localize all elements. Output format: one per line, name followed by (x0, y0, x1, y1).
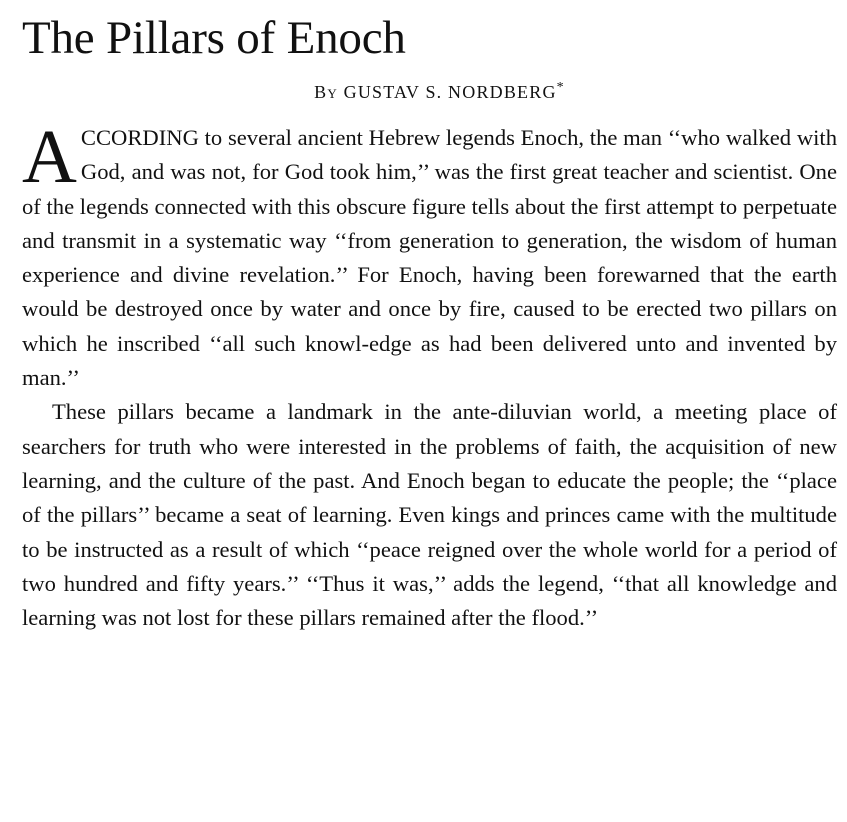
article-title: The Pillars of Enoch (22, 12, 406, 64)
byline-by: By (314, 82, 338, 102)
paragraph-1 (22, 115, 837, 395)
footnote-mark: * (556, 80, 565, 95)
article (22, 10, 837, 635)
paragraph-2: These pillars became a landmark in the ante-diluvian world, a meeting place of searchers for truth who were interested in the problems of faith, the acquisition of new learning, and the culture of the past. And Enoch began to educate the people; the ‘‘place of the pillars’’ became a seat of learning. Even kings and princes came with the multitude to be instructed as a result of which ‘‘peace reigned over the whole world for a period of two hundred and fifty years.’’ ‘‘Thus it was,’’ adds the legend, ‘‘that all knowledge and learning was not lost for these pillars remained after the flood.’’ (22, 399, 837, 631)
drop-cap: A (22, 115, 77, 199)
paragraph-1-text: CCORDING to several ancient Hebrew legends Enoch, the man ‘‘who walked with God, and was not, for God took him,’’ was the first great teacher and scientist. One of the legends connected with this obscure figure tells about the first attempt to perpetuate and transmit in a systematic way ‘‘from generation to generation, the wisdom of human experience and divine revelation.’’ For Enoch, having been forewarned that the earth would be destroyed once by water and once by fire, caused to be erected two pillars on which he inscribed ‘‘all such knowl-edge as had been delivered unto and invented by man.’’ (22, 125, 837, 391)
byline (22, 80, 837, 103)
byline-author: GUSTAV S. NORDBERG (343, 82, 557, 102)
